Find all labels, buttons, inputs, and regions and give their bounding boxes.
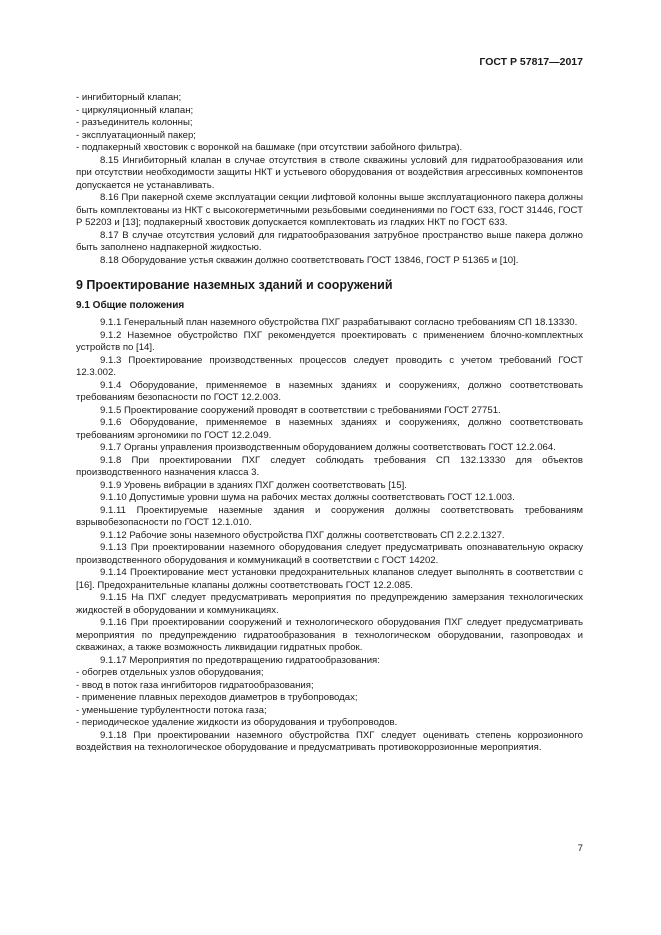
paragraph: 9.1.8 При проектировании ПХГ следует соблюдать требования СП 132.13330 для объектов производственного назначения класса 3.: [76, 454, 583, 478]
list-item: - обогрев отдельных узлов оборудования;: [76, 667, 264, 678]
paragraph: 8.15 Ингибиторный клапан в случае отсутствия в стволе скважины условий для гидратообразования или при отсутствии необходимости защиты НКТ и устьевого оборудования от воздействия агрессивных компонентов допускается не устанавливать.: [76, 154, 583, 191]
section-heading: 9 Проектирование наземных зданий и сооружений: [76, 278, 393, 292]
list-item: - подпакерный хвостовик с воронкой на башмаке (при отсутствии забойного фильтра).: [76, 142, 463, 153]
paragraph: 9.1.18 При проектировании наземного обустройства ПХГ следует оценивать степень коррозионного воздействия на технологическое оборудование и предусматривать противокоррозионные мероприятия.: [76, 729, 583, 753]
paragraph: 9.1.1 Генеральный план наземного обустройства ПХГ разрабатывают согласно требованиям СП 18.13330.: [100, 317, 578, 328]
paragraph: 9.1.11 Проектируемые наземные здания и сооружения должны соответствовать требованиям взрывобезопасности по ГОСТ 12.1.010.: [76, 504, 583, 528]
list-item: - эксплуатационный пакер;: [76, 129, 196, 141]
list-item: - циркуляционный клапан;: [76, 104, 194, 116]
page-number: 7: [577, 843, 583, 854]
page-content: [76, 92, 583, 755]
list-item: - разъединитель колонны;: [76, 117, 193, 128]
paragraph: 9.1.4 Оборудование, применяемое в наземных зданиях и сооружениях, должно соответствовать требованиям безопасности по ГОСТ 12.2.003.: [76, 379, 583, 403]
paragraph: 9.1.15 На ПХГ следует предусматривать мероприятия по предупреждению замерзания технологических жидкостей в оборудовании и коммуникациях.: [76, 592, 583, 616]
paragraph: 8.18 Оборудование устья скважин должно соответствовать ГОСТ 13846, ГОСТ Р 51365 и [10].: [100, 254, 519, 266]
list-item: - применение плавных переходов диаметров в трубопроводах;: [76, 692, 358, 703]
list-item: - ввод в поток газа ингибиторов гидратообразования;: [76, 679, 314, 691]
subsection-heading: 9.1 Общие положения: [76, 300, 185, 311]
paragraph: 9.1.16 При проектировании сооружений и технологического оборудования ПХГ следует предусматривать мероприятия по предупреждению гидратообразования в технологическом оборудовании, газопроводах и скважинах, а также возможность ликвидации гидратных пробок.: [76, 617, 583, 653]
list-item: - уменьшение турбулентности потока газа;: [76, 704, 267, 716]
paragraph: 9.1.12 Рабочие зоны наземного обустройства ПХГ должны соответствовать СП 2.2.2.1327.: [100, 529, 505, 541]
paragraph: 9.1.7 Органы управления производственным оборудованием должны соответствовать ГОСТ 12.2.064.: [100, 442, 556, 453]
list-item: - ингибиторный клапан;: [76, 92, 182, 103]
paragraph: 9.1.5 Проектирование сооружений проводят в соответствии с требованиями ГОСТ 27751.: [100, 404, 501, 416]
hydrate-measures-list: [76, 667, 583, 730]
paragraph: 9.1.6 Оборудование, применяемое в наземных зданиях и сооружениях, должно соответствовать требованиям эргономики по ГОСТ 12.2.049.: [76, 417, 583, 441]
paragraph: 9.1.10 Допустимые уровни шума на рабочих местах должны соответствовать ГОСТ 12.1.003.: [100, 492, 515, 503]
paragraph: 9.1.14 Проектирование мест установки предохранительных клапанов следует выполнять в соответствии с [16]. Предохранительные клапаны должны соответствовать ГОСТ 12.2.085.: [76, 567, 583, 591]
equipment-list: [76, 92, 583, 155]
paragraph: 8.16 При пакерной схеме эксплуатации секции лифтовой колонны выше эксплуатационного пакера должны быть комплектованы из НКТ с высокогерметичными резьбовыми соединениями по ГОСТ 633, ГОСТ 31446, ГОСТ Р 52203 и [13]; подпакерный хвостовик допускается комплектовать из гладких НКТ по ГОСТ 633.: [76, 192, 583, 228]
paragraph: 8.17 В случае отсутствия условий для гидратообразования затрубное пространство выше пакера должно быть заполнено надпакерной жидкостью.: [76, 229, 583, 253]
paragraph: 9.1.3 Проектирование производственных процессов следует проводить с учетом требований ГОСТ 12.3.002.: [76, 354, 583, 378]
paragraph: 9.1.13 При проектировании наземного оборудования следует предусматривать опознавательную окраску производственного оборудования и коммуникаций в соответствии с ГОСТ 14202.: [76, 542, 583, 566]
paragraph: 9.1.17 Мероприятия по предотвращению гидратообразования:: [100, 654, 380, 666]
paragraph: 9.1.2 Наземное обустройство ПХГ рекомендуется проектировать с применением блочно-комплектных устройств по [14].: [76, 329, 583, 353]
list-item: - периодическое удаление жидкости из оборудования и трубопроводов.: [76, 717, 398, 728]
paragraph: 9.1.9 Уровень вибрации в зданиях ПХГ должен соответствовать [15].: [100, 479, 407, 491]
doc-code-header: ГОСТ Р 57817—2017: [479, 56, 583, 68]
